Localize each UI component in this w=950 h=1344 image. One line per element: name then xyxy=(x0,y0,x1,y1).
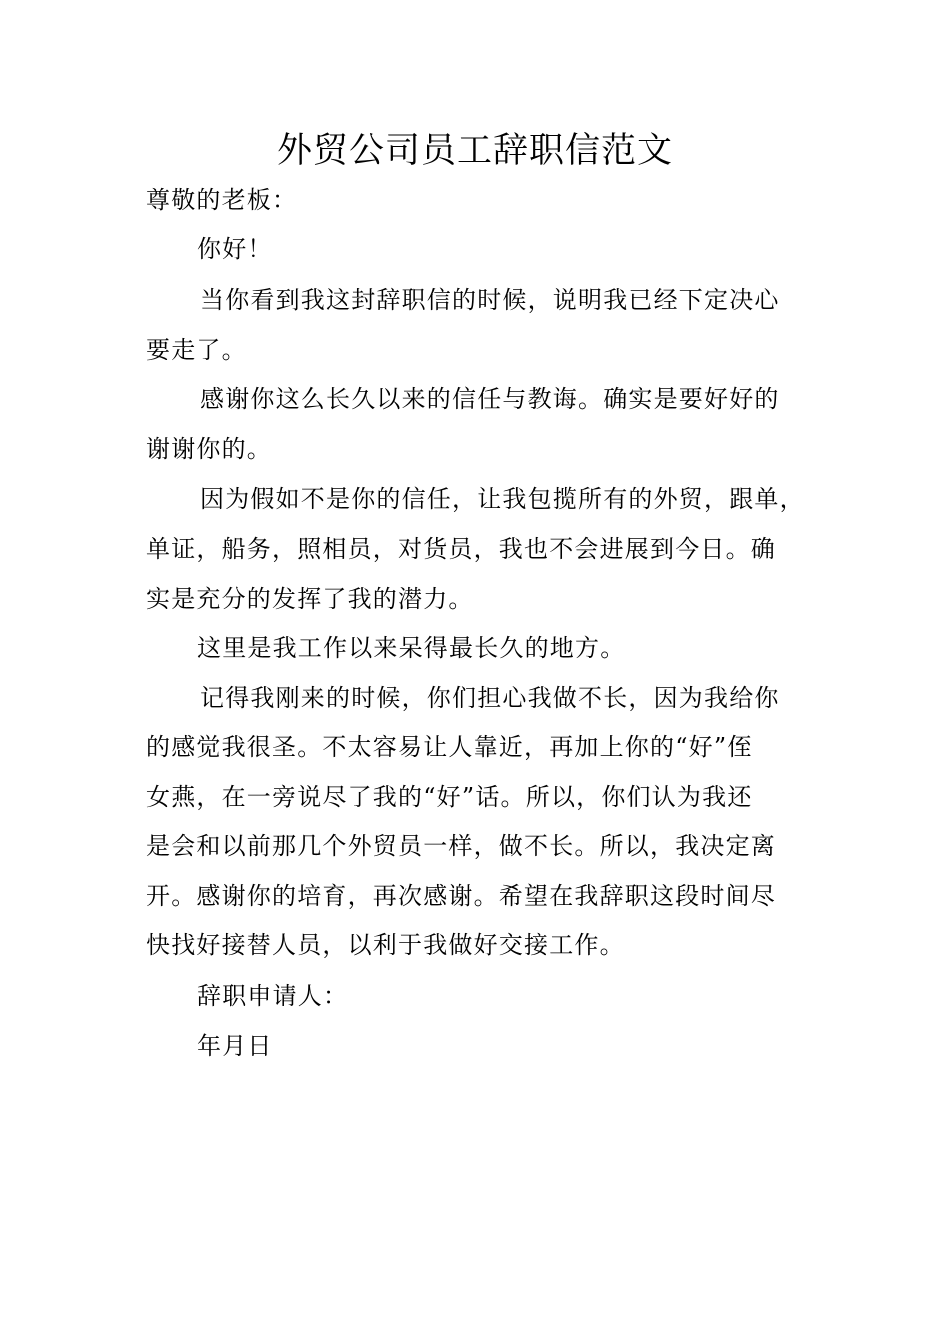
paragraph-line: 的感觉我很圣。不太容易让人靠近，再加上你的“好”侄 xyxy=(146,733,753,761)
signature-label: 辞职申请人： xyxy=(197,982,349,1010)
salutation: 尊敬的老板： xyxy=(146,186,298,214)
document-title: 外贸公司员工辞职信范文 xyxy=(276,131,673,171)
paragraph-line: 快找好接替人员，以利于我做好交接工作。 xyxy=(146,931,625,959)
paragraph-line: 单证，船务，照相员，对货员，我也不会进展到今日。确 xyxy=(146,535,776,563)
paragraph-line: 这里是我工作以来呆得最长久的地方。 xyxy=(197,634,626,662)
paragraph-line: 女燕，在一旁说尽了我的“好”话。所以，你们认为我还 xyxy=(146,783,753,811)
paragraph-line: 因为假如不是你的信任，让我包揽所有的外贸，跟单， xyxy=(200,485,805,513)
paragraph-line: 实是充分的发挥了我的潜力。 xyxy=(146,585,474,613)
paragraph-line: 当你看到我这封辞职信的时候，说明我已经下定决心 xyxy=(200,286,780,314)
greeting: 你好！ xyxy=(197,235,273,263)
date-label: 年月日 xyxy=(197,1032,273,1060)
paragraph-line: 感谢你这么长久以来的信任与教诲。确实是要好好的 xyxy=(200,385,780,413)
paragraph-line: 要走了。 xyxy=(146,336,247,364)
paragraph-line: 是会和以前那几个外贸员一样，做不长。所以，我决定离 xyxy=(146,832,776,860)
paragraph-line: 开。感谢你的培育，再次感谢。希望在我辞职这段时间尽 xyxy=(146,882,776,910)
paragraph-line: 记得我刚来的时候，你们担心我做不长，因为我给你 xyxy=(200,684,780,712)
paragraph-line: 谢谢你的。 xyxy=(146,435,272,463)
